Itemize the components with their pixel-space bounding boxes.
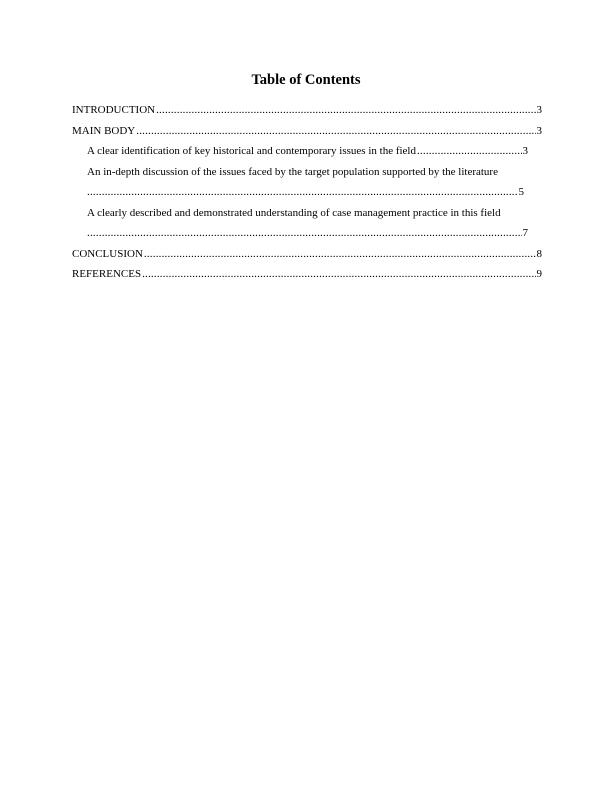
toc-entry-target-population-leader[interactable]	[72, 182, 542, 203]
toc-entry-page: 3	[536, 124, 542, 137]
toc-entry-page: 9	[536, 268, 542, 280]
toc-entry-page: 8	[536, 247, 542, 260]
toc-entry-references[interactable]	[72, 264, 542, 285]
dot-leader	[87, 182, 518, 203]
dot-leader	[144, 244, 536, 265]
toc-entry-case-management-leader[interactable]	[72, 223, 542, 244]
toc-entry-conclusion[interactable]	[72, 244, 542, 265]
toc-entry-text: MAIN BODY	[72, 124, 136, 137]
toc-entry-page: 3	[536, 104, 542, 116]
toc-entry-page: 7	[522, 227, 528, 239]
toc-entry-main-body[interactable]	[72, 121, 542, 142]
toc-entry-text: A clear identification of key historical and contemporary issues in the field	[87, 145, 416, 157]
dot-leader	[156, 100, 535, 121]
toc-entry-page: 5	[518, 186, 524, 198]
dot-leader	[87, 223, 522, 244]
toc-entry-case-management[interactable]	[72, 203, 542, 224]
toc-entry-text: REFERENCES	[72, 268, 142, 280]
toc-entry-target-population[interactable]	[72, 162, 542, 183]
toc-entry-text: An in-depth discussion of the issues faced by the target population supported by the literature	[87, 165, 498, 178]
toc-entry-page: 3	[522, 145, 528, 157]
toc-entry-text: A clearly described and demonstrated understanding of case management practice in this field	[87, 206, 501, 219]
toc-entry-introduction[interactable]	[72, 100, 542, 121]
toc-title: Table of Contents	[251, 72, 361, 88]
toc-entry-historical-issues[interactable]	[72, 141, 542, 162]
dot-leader	[417, 141, 522, 162]
table-of-contents	[72, 100, 542, 285]
toc-entry-text: CONCLUSION	[72, 247, 143, 260]
toc-entry-text: INTRODUCTION	[72, 104, 156, 116]
dot-leader	[136, 121, 535, 142]
dot-leader	[142, 264, 535, 285]
